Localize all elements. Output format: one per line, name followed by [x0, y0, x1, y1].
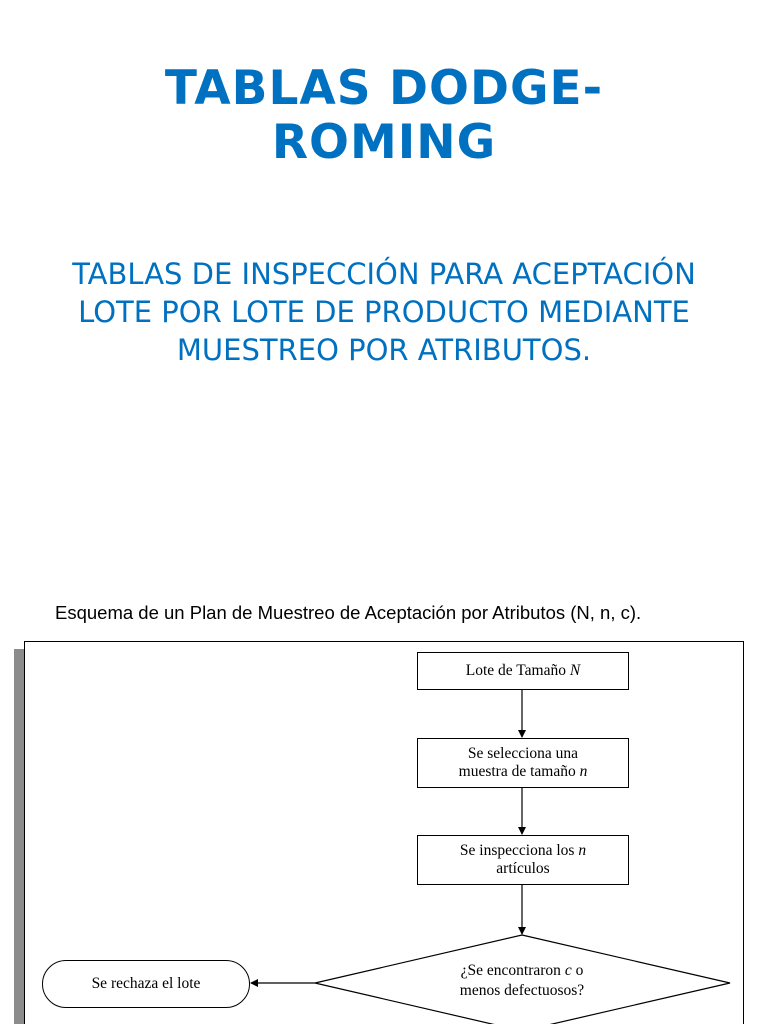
step2-line-1: Se selecciona una	[467, 745, 579, 762]
page-title	[0, 62, 768, 170]
title-line-1: TABLAS DODGE-	[164, 61, 604, 116]
page-subtitle	[30, 255, 738, 369]
step-select-sample	[417, 738, 629, 788]
diagram-caption: Esquema de un Plan de Muestreo de Aceptación por Atributos (N, n, c).	[55, 602, 642, 623]
step-lote-size	[417, 652, 629, 690]
flowchart-frame	[24, 641, 744, 1024]
decision-line-1a: ¿Se encontraron	[460, 962, 565, 979]
subtitle-line-1: TABLAS DE INSPECCIÓN PARA ACEPTACIÓN	[72, 257, 696, 291]
subtitle-line-2: LOTE POR LOTE DE PRODUCTO MEDIANTE	[78, 295, 690, 329]
step1-text: Lote de Tamaño	[465, 662, 570, 679]
subtitle-line-3: MUESTREO POR ATRIBUTOS.	[176, 333, 592, 367]
frame-shadow	[14, 649, 24, 1024]
step1-var: N	[569, 662, 581, 679]
decision-line-2: menos defectuosos?	[459, 982, 585, 999]
step2-var: n	[579, 763, 588, 780]
title-line-2: ROMING	[271, 115, 497, 170]
decision-text	[415, 961, 629, 1001]
step3-line-2: artículos	[496, 860, 550, 877]
decision-line-1b: o	[571, 962, 584, 979]
step-inspect-items	[417, 835, 629, 885]
step3-var: n	[578, 842, 587, 859]
flowchart	[14, 641, 746, 1024]
step2-line-2: muestra de tamaño	[458, 763, 580, 780]
decision-var: c	[564, 962, 572, 979]
step3-line-1: Se inspecciona los	[459, 842, 579, 859]
terminal-reject-lot: Se rechaza el lote	[42, 960, 250, 1008]
